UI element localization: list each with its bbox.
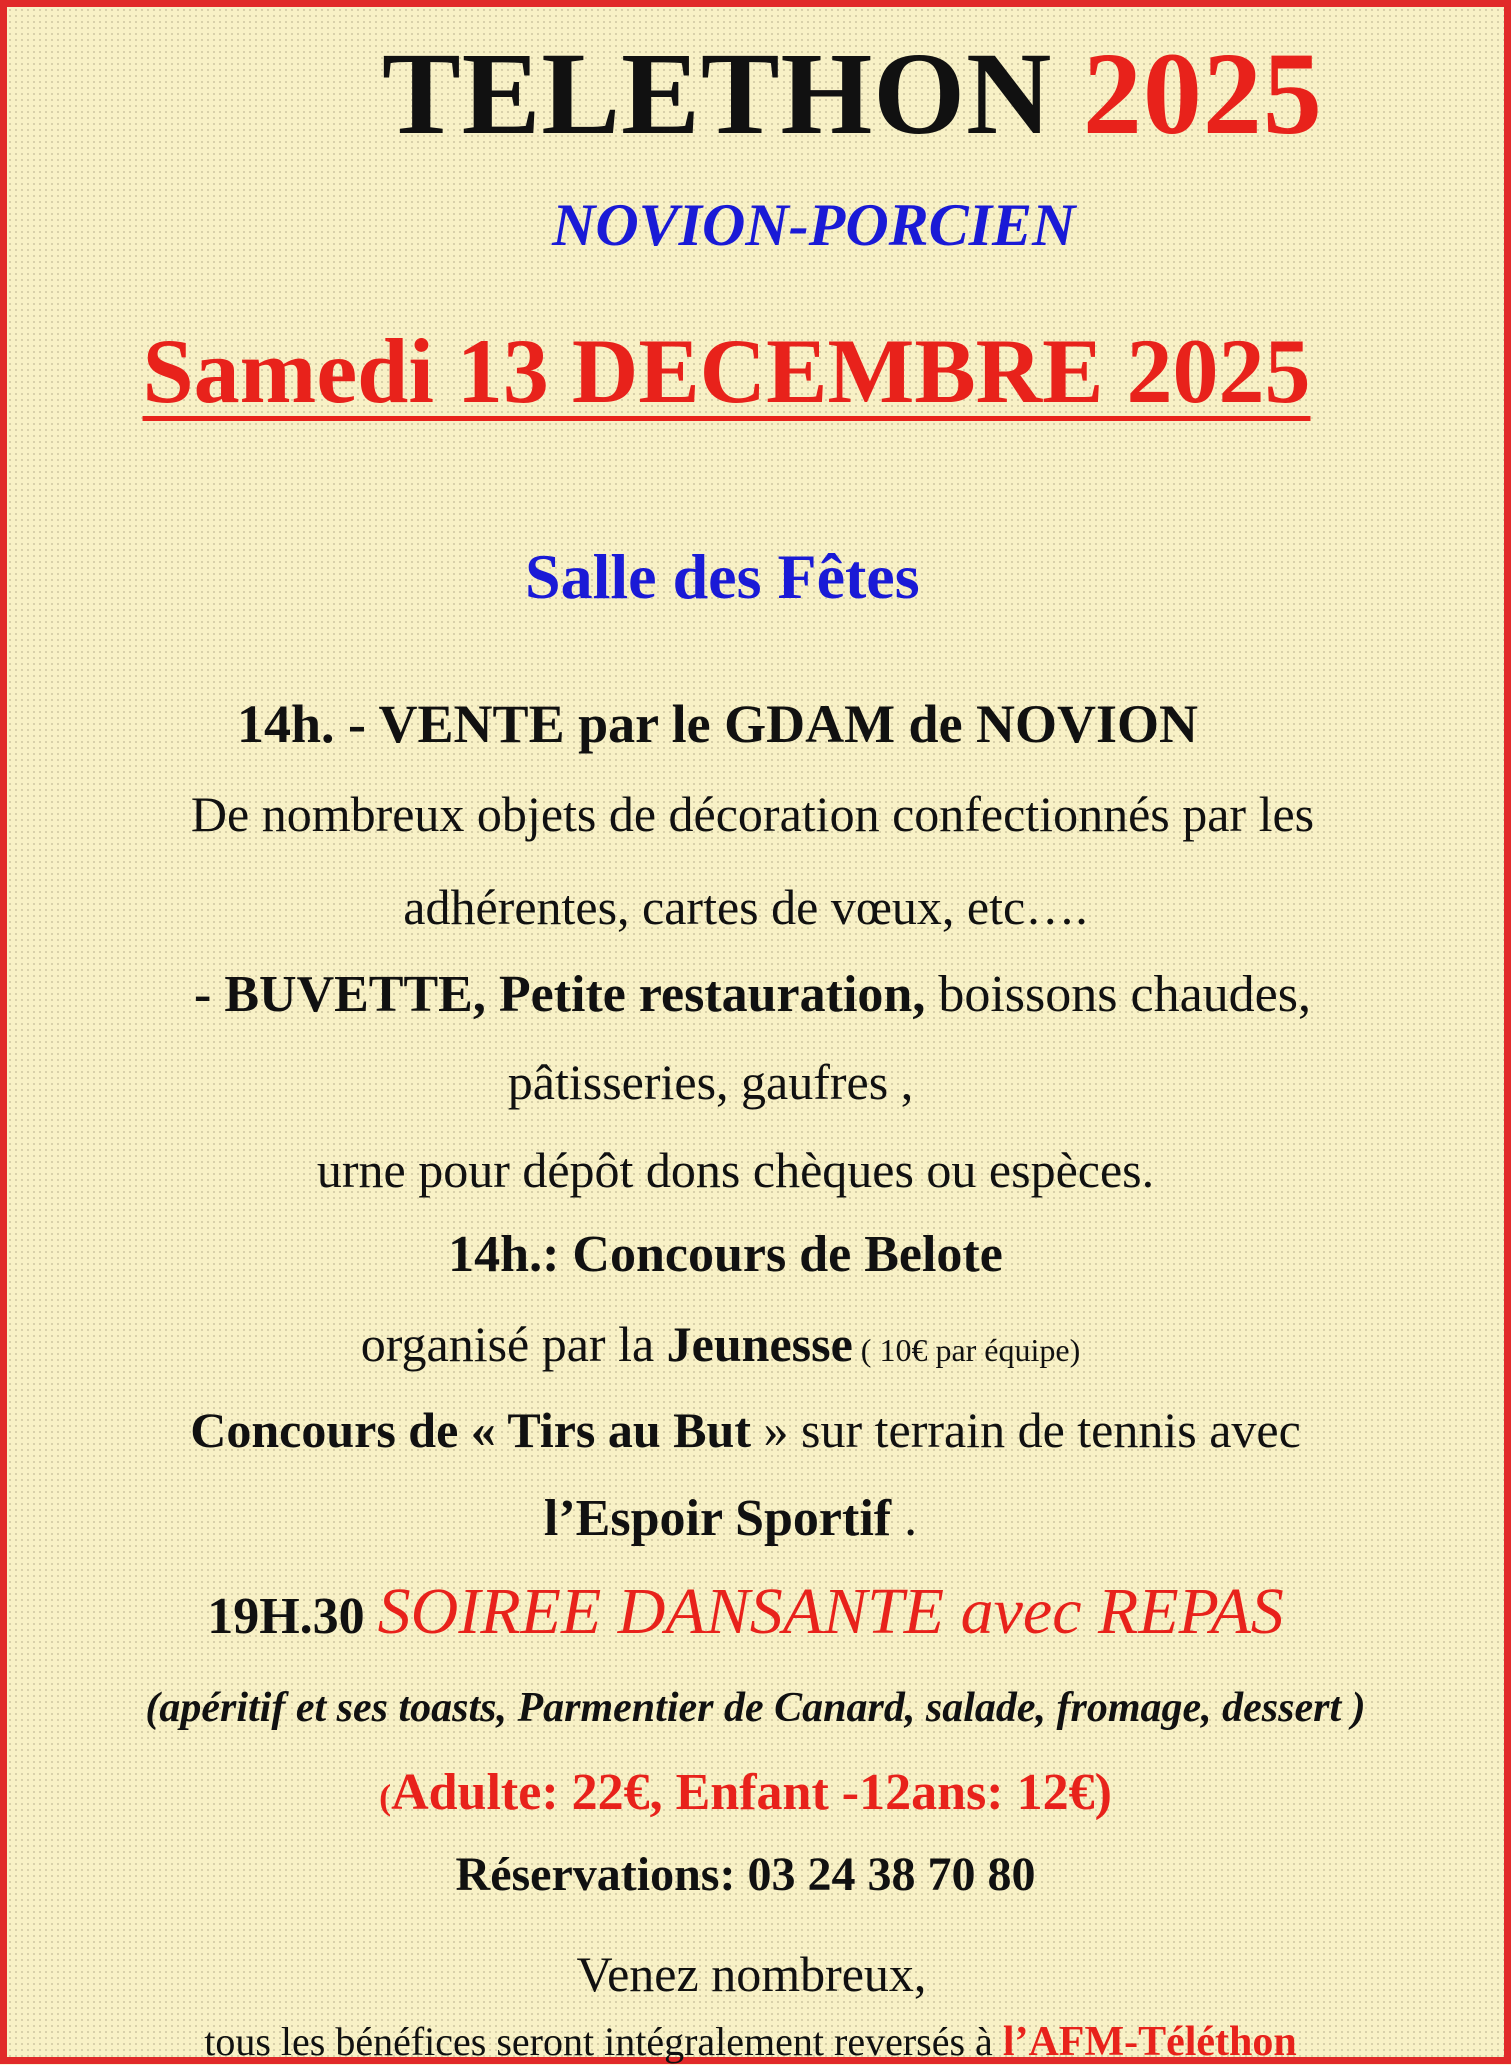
- espoir-bold: l’Espoir Sportif: [543, 1490, 892, 1547]
- belote-title: 14h.: Concours de Belote: [448, 1226, 1003, 1283]
- title: [382, 28, 1323, 159]
- buvette-desc-1: pâtisseries, gaufres ,: [507, 1054, 914, 1110]
- benefits-prefix: tous les bénéfices seront intégralement reversés à: [204, 2019, 1003, 2064]
- title-word: TELETHON: [382, 28, 1053, 159]
- soiree-title: SOIREE DANSANTE avec REPAS: [377, 1575, 1284, 1648]
- espoir-rest: .: [891, 1490, 918, 1547]
- prices-paren: (: [379, 1777, 392, 1817]
- espoir-line: [7, 1490, 1504, 1547]
- title-year: 2025: [1082, 28, 1323, 159]
- buvette-desc-2: urne pour dépôt dons chèques ou espèces.: [316, 1142, 1155, 1198]
- belote-organizer: [7, 1316, 1504, 1372]
- buvette-line: [7, 966, 1504, 1023]
- menu-line: (apéritif et ses toasts, Parmentier de Canard, salade, fromage, dessert ): [145, 1685, 1366, 1731]
- venue: Salle des Fêtes: [525, 541, 920, 612]
- tirs-rest: » sur terrain de tennis avec: [751, 1402, 1301, 1458]
- buvette-bold: - BUVETTE, Petite restauration,: [194, 966, 926, 1023]
- prices: Adulte: 22€, Enfant -12ans: 12€): [391, 1764, 1112, 1821]
- vente-desc-1: De nombreux objets de décoration confectionnés par les: [190, 786, 1315, 842]
- tirs-line: [7, 1402, 1504, 1458]
- vente-line: 14h. - VENTE par le GDAM de NOVION: [237, 694, 1199, 754]
- benefits-line: [7, 2021, 1504, 2063]
- reservations: Réservations: 03 24 38 70 80: [455, 1848, 1036, 1901]
- tirs-bold: Concours de « Tirs au But: [190, 1402, 751, 1458]
- buvette-rest: boissons chaudes,: [925, 966, 1311, 1023]
- soiree-time: 19H.30: [207, 1588, 378, 1645]
- prices-line: [7, 1764, 1504, 1821]
- belote-price: ( 10€ par équipe): [852, 1332, 1081, 1368]
- event-date: Samedi 13 DECEMBRE 2025: [142, 320, 1311, 422]
- town-name: NOVION-PORCIEN: [552, 192, 1076, 258]
- benefits-org: l’AFM-Téléthon: [1002, 2019, 1297, 2065]
- belote-org-bold: Jeunesse: [666, 1316, 853, 1372]
- belote-org-prefix: organisé par la: [360, 1316, 667, 1372]
- soiree-line: [7, 1575, 1504, 1648]
- invite: Venez nombreux,: [576, 1946, 927, 2002]
- vente-desc-2: adhérentes, cartes de vœux, etc….: [403, 879, 1088, 935]
